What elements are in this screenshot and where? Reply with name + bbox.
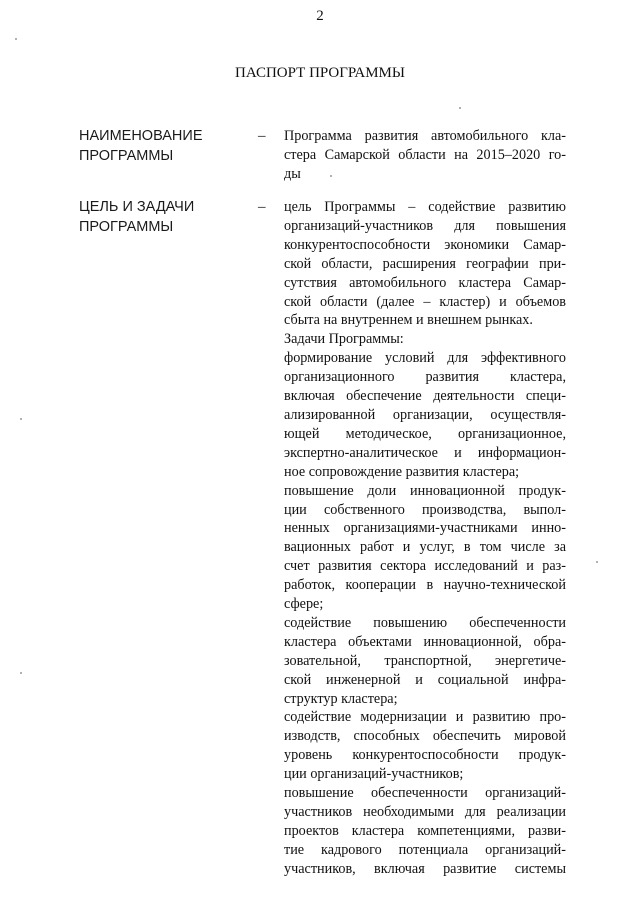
text-line: структур кластера; xyxy=(284,690,398,707)
text-line: уровень конкурентоспособности продук- xyxy=(284,747,566,764)
text-line: организаций-участников для повышения xyxy=(284,217,566,234)
text-line: тие кадрового потенциала организаций- xyxy=(284,841,566,858)
text-line: включая обеспечение деятельности специ- xyxy=(284,388,566,405)
scan-speck xyxy=(20,418,22,420)
scan-speck xyxy=(459,107,461,109)
text-line: Задачи Программы: xyxy=(284,331,404,348)
text-line: участников необходимыми для реализации xyxy=(284,804,566,820)
text-line: сбыта на внутреннем и внешнем рынках. xyxy=(284,312,533,329)
text-line: проектов кластера компетенциями, разви- xyxy=(284,822,566,839)
text-line: конкурентоспособности экономики Самар- xyxy=(284,236,566,253)
section-label-line: ПРОГРАММЫ xyxy=(79,148,174,164)
text-line: повышение доли инновационной продук- xyxy=(284,482,566,499)
text-line: цель Программы – содействие развитию xyxy=(284,199,566,215)
text-line: сфере; xyxy=(284,596,324,613)
scan-speck xyxy=(330,175,332,177)
section-label-goal xyxy=(79,197,249,237)
text-line: экспертно-аналитическое и информацион- xyxy=(284,444,566,461)
text-line: ской инженерной и социальной инфра- xyxy=(284,671,566,688)
text-line: повышение обеспеченности организаций- xyxy=(284,785,566,802)
text-line: организационного развития кластера, xyxy=(284,369,566,386)
text-line: содействие повышению обеспеченности xyxy=(284,614,566,631)
text-line: изводств, способных обеспечить мировой xyxy=(284,728,566,745)
section-text-name xyxy=(284,127,566,184)
scan-speck xyxy=(15,38,17,40)
text-line: кластера объектами инновационной, обра- xyxy=(284,633,566,650)
text-line: вационных работ и услуг, в том числе за xyxy=(284,539,566,556)
text-line: ской области (далее – кластер) и объемов xyxy=(284,293,566,310)
section-text-goal xyxy=(284,198,566,879)
text-line: ции собственного производства, выпол- xyxy=(284,501,566,518)
text-line: содействие модернизации и развитию про- xyxy=(284,709,566,726)
text-line: счет развития сектора исследований и раз- xyxy=(284,558,566,575)
section-dash: – xyxy=(258,128,266,144)
section-dash: – xyxy=(258,199,266,215)
text-line: ды xyxy=(284,165,301,182)
scan-speck xyxy=(20,672,22,674)
text-line: формирование условий для эффективного xyxy=(284,350,566,367)
page-number: 2 xyxy=(316,8,324,24)
text-line: ализированной организации, осуществля- xyxy=(284,406,566,423)
text-line: сутствия автомобильного кластера Самар- xyxy=(284,274,566,291)
section-label-line: ЦЕЛЬ И ЗАДАЧИ xyxy=(79,199,195,215)
section-label-line: ПРОГРАММЫ xyxy=(79,219,174,235)
text-line: работок, кооперации в научно-технической xyxy=(284,577,566,594)
text-line: ющей методическое, организационное, xyxy=(284,425,566,442)
section-label-name xyxy=(79,126,249,166)
text-line: ции организаций-участников; xyxy=(284,766,464,783)
page-title: ПАСПОРТ ПРОГРАММЫ xyxy=(235,65,405,81)
text-line: зовательной, транспортной, энергетиче- xyxy=(284,652,566,669)
text-line: ненных организациями-участниками инно- xyxy=(284,520,566,537)
text-line: Программа развития автомобильного кла- xyxy=(284,128,566,144)
text-line: ное сопровождение развития кластера; xyxy=(284,463,520,480)
text-line: ской области, расширения географии при- xyxy=(284,255,566,272)
scan-speck xyxy=(596,561,598,563)
text-line: участников, включая развитие системы xyxy=(284,860,566,877)
section-label-line: НАИМЕНОВАНИЕ xyxy=(79,128,203,144)
text-line: стера Самарской области на 2015–2020 го- xyxy=(284,146,566,163)
